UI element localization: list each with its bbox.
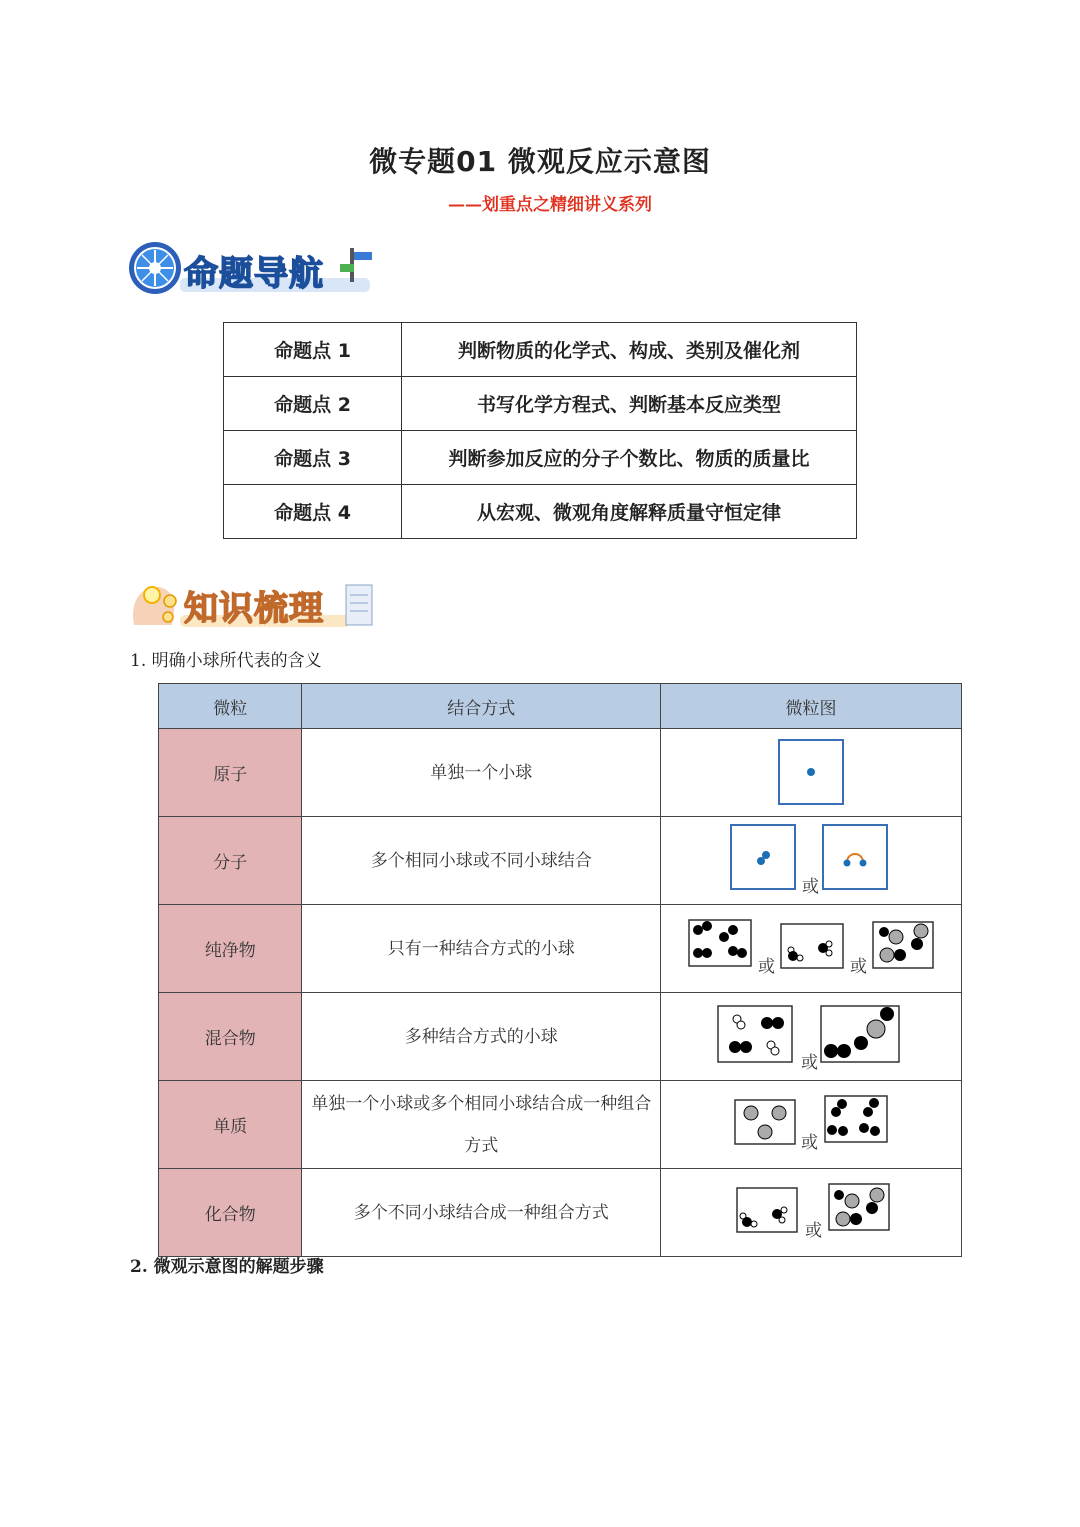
particle-diagram <box>661 1081 962 1169</box>
topic-label: 命题点 3 <box>224 431 402 485</box>
particle-name: 原子 <box>159 729 302 817</box>
topic-label: 命题点 1 <box>224 323 402 377</box>
combination-desc: 多种结合方式的小球 <box>302 993 661 1081</box>
particle-table <box>158 683 962 1257</box>
particle-name: 单质 <box>159 1081 302 1169</box>
knowledge-banner <box>128 575 378 637</box>
combination-desc: 多个不同小球结合成一种组合方式 <box>302 1169 661 1257</box>
table-header-row <box>159 684 962 729</box>
combination-desc: 多个相同小球或不同小球结合 <box>302 817 661 905</box>
particle-name: 混合物 <box>159 993 302 1081</box>
table-row <box>224 377 857 431</box>
column-header: 结合方式 <box>302 684 661 729</box>
section-heading: 1. 明确小球所代表的含义 <box>130 651 322 671</box>
table-row <box>224 431 857 485</box>
particle-diagram <box>661 1169 962 1257</box>
particle-diagram <box>661 993 962 1081</box>
table-row <box>159 817 962 905</box>
or-label: 或 <box>805 1221 822 1241</box>
table-row <box>159 1081 962 1169</box>
combination-desc: 单独一个小球或多个相同小球结合成一种组合方式 <box>302 1081 661 1169</box>
topic-content: 判断物质的化学式、构成、类别及催化剂 <box>402 323 857 377</box>
table-row <box>159 993 962 1081</box>
page-title: 微专题01 微观反应示意图 <box>369 145 711 178</box>
element-substance-diagram <box>661 1082 961 1167</box>
topic-content: 从宏观、微观角度解释质量守恒定律 <box>402 485 857 539</box>
pure-substance-diagram <box>661 906 961 991</box>
section-heading: 2. 微观示意图的解题步骤 <box>130 1257 324 1277</box>
topic-content: 书写化学方程式、判断基本反应类型 <box>402 377 857 431</box>
topic-table <box>223 322 857 539</box>
knowledge-banner-text: 知识梳理 <box>184 589 324 629</box>
topic-content: 判断参加反应的分子个数比、物质的质量比 <box>402 431 857 485</box>
or-label: 或 <box>850 957 867 977</box>
combination-desc: 单独一个小球 <box>302 729 661 817</box>
topic-label: 命题点 2 <box>224 377 402 431</box>
table-row <box>159 729 962 817</box>
or-label: 或 <box>802 877 819 897</box>
combination-desc: 只有一种结合方式的小球 <box>302 905 661 993</box>
or-label: 或 <box>801 1133 818 1153</box>
navigation-banner-text: 命题导航 <box>184 254 324 294</box>
page-subtitle: ——划重点之精细讲义系列 <box>448 195 652 215</box>
particle-diagram <box>661 729 962 817</box>
navigation-banner <box>128 240 378 302</box>
particle-name: 化合物 <box>159 1169 302 1257</box>
column-header: 微粒图 <box>661 684 962 729</box>
table-row <box>224 323 857 377</box>
column-header: 微粒 <box>159 684 302 729</box>
table-row <box>159 1169 962 1257</box>
or-label: 或 <box>758 957 775 977</box>
particle-name: 分子 <box>159 817 302 905</box>
particle-name: 纯净物 <box>159 905 302 993</box>
particle-diagram <box>661 905 962 993</box>
compound-diagram <box>661 1170 961 1255</box>
table-row <box>224 485 857 539</box>
or-label: 或 <box>801 1053 818 1073</box>
table-row <box>159 905 962 993</box>
particle-diagram <box>661 817 962 905</box>
topic-label: 命题点 4 <box>224 485 402 539</box>
atom-diagram <box>661 730 961 815</box>
